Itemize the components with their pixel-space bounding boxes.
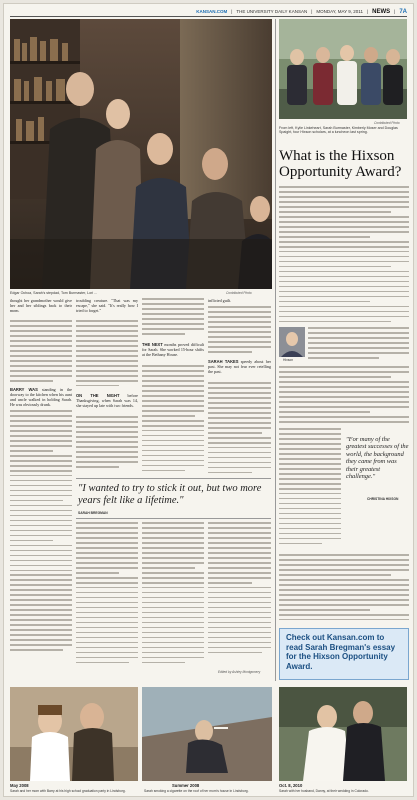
article-column-4-top	[208, 298, 271, 305]
bottom-photo-2-year: Summer 2008	[172, 783, 200, 788]
sidebar-body-text-5	[279, 554, 409, 626]
article-pullquote-attribution: SARAH BREGMAN	[78, 511, 108, 515]
article-column-4-lines	[208, 306, 271, 358]
kansan-com-promo-box[interactable]: Check out Kansan.com to read Sarah Bregman's essay for the Hixson Opportunity Award.	[279, 628, 409, 680]
sidebar-title: What is the Hixson Opportunity Award?	[279, 148, 402, 180]
newspaper-page	[4, 4, 413, 796]
bottom-photo-3-year: Oct. 8, 2010	[279, 783, 303, 788]
sidebar-body-text-3	[279, 366, 409, 426]
article-column-4b-lines	[208, 382, 271, 476]
bottom-photo-1-caption: Sarah and her mom with Barry at his high school graduation party in Lindsborg.	[10, 789, 126, 793]
sidebar-body-text-4	[279, 428, 341, 553]
bottom-photo-2	[142, 687, 272, 781]
issue-date: MONDAY, MAY 9, 2011	[316, 9, 363, 14]
bottom-photo-3	[279, 687, 407, 781]
bottom-photo-3-caption: Sarah with her husband, Danny, at their wedding in Colorado.	[279, 789, 369, 793]
col1-top-text: thought her grandmother would give her and her siblings back to their mom.	[10, 298, 72, 314]
scholars-group-image	[279, 19, 407, 119]
barry-text: standing in the doorway to the kitchen when his aunt and uncle walked in holding Sarah. He was obviously drunk.	[10, 387, 72, 408]
col4-text: speedy about her past. She may not fear ever retelling the past.	[208, 359, 271, 375]
page-number: 7A	[399, 8, 407, 15]
col4-top-text: inflicted guilt.	[208, 298, 232, 303]
col2-section-lead: ON THE NIGHT	[76, 393, 120, 398]
main-photo-credit: Contributed Photo	[226, 291, 252, 295]
family-portrait-image	[10, 19, 272, 289]
article-column-2-lines	[76, 320, 138, 392]
article-column-1-lines	[10, 320, 72, 386]
col3-lead: THE NEXT	[142, 342, 163, 347]
article-column-1b	[10, 387, 72, 409]
site-name: KANSAN.COM	[196, 9, 228, 14]
article-lower-col-3	[142, 522, 204, 670]
side-photo	[279, 19, 407, 119]
article-column-2b	[76, 393, 138, 415]
col3-text: months proved difficult for Sarah. She worked 15-hour shifts at the Bethany House.	[142, 342, 204, 358]
article-lower-col-2	[76, 522, 138, 670]
col2-top-text: troubling creature. "That was my escape," she said. "It's really how I tried to forget."	[76, 298, 138, 314]
sidebar-body-text	[279, 186, 409, 326]
page-header: KANSAN.COM | THE UNIVERSITY DAILY KANSAN | MONDAY, MAY 9, 2011 | NEWS | 7A	[10, 7, 407, 17]
quote-bottom-rule	[76, 518, 271, 519]
article-lower-col-4	[208, 522, 271, 662]
quote-top-rule	[76, 478, 271, 479]
article-column-1	[10, 298, 72, 318]
bottom-photo-1-year: May 2008	[10, 783, 29, 788]
article-column-1c-lines	[10, 410, 72, 680]
main-photo-caption: Edgar Ochoa, Sarah's stepdad, Tom Burmaster, Lori ...	[10, 291, 98, 295]
edited-by-credit: Edited by Ashley Montgomery	[218, 670, 261, 674]
side-photo-caption: From left, Kylie Linkeheart, Sarah Burmaster, Kimberly Moser and Douglas Spaight, four Hixson scholars, at a luncheon last spring.	[279, 126, 398, 135]
article-column-3	[142, 342, 204, 364]
hixson-headshot-caption: Hixson	[283, 358, 294, 362]
section-name: NEWS	[372, 8, 391, 15]
article-column-2	[76, 298, 138, 318]
sidebar-body-text-2	[308, 327, 409, 367]
article-column-4	[208, 359, 271, 381]
col4-lead: SARAH TAKES	[208, 359, 239, 364]
article-column-3-lines	[142, 298, 204, 340]
barry-lead: BARRY WAS	[10, 387, 38, 392]
main-photo	[10, 19, 272, 289]
hixson-headshot	[279, 327, 305, 357]
paper-name: THE UNIVERSITY DAILY KANSAN	[236, 9, 308, 14]
sidebar-pullquote: "For many of the greatest successes of the world, the background they came from was their greatest challenge."	[346, 436, 409, 481]
bottom-photo-2-caption: Sarah smoking a cigarette on the roof of her mom's house in Lindsborg.	[144, 789, 249, 793]
sidebar-pullquote-attribution: CHRISTINA HIXSON	[367, 497, 399, 501]
article-column-3b-lines	[142, 365, 204, 475]
bottom-photo-1	[10, 687, 138, 781]
article-column-2c-lines	[76, 416, 138, 474]
column-divider	[275, 19, 276, 681]
col2-section-text: before Thanksgiving, when Sarah was 14, she stayed up late with two friends.	[76, 393, 138, 409]
side-photo-credit: Contributed Photo	[374, 121, 400, 125]
article-pullquote: "I wanted to try to stick it out, but two more years felt like a lifetime."	[78, 483, 262, 506]
